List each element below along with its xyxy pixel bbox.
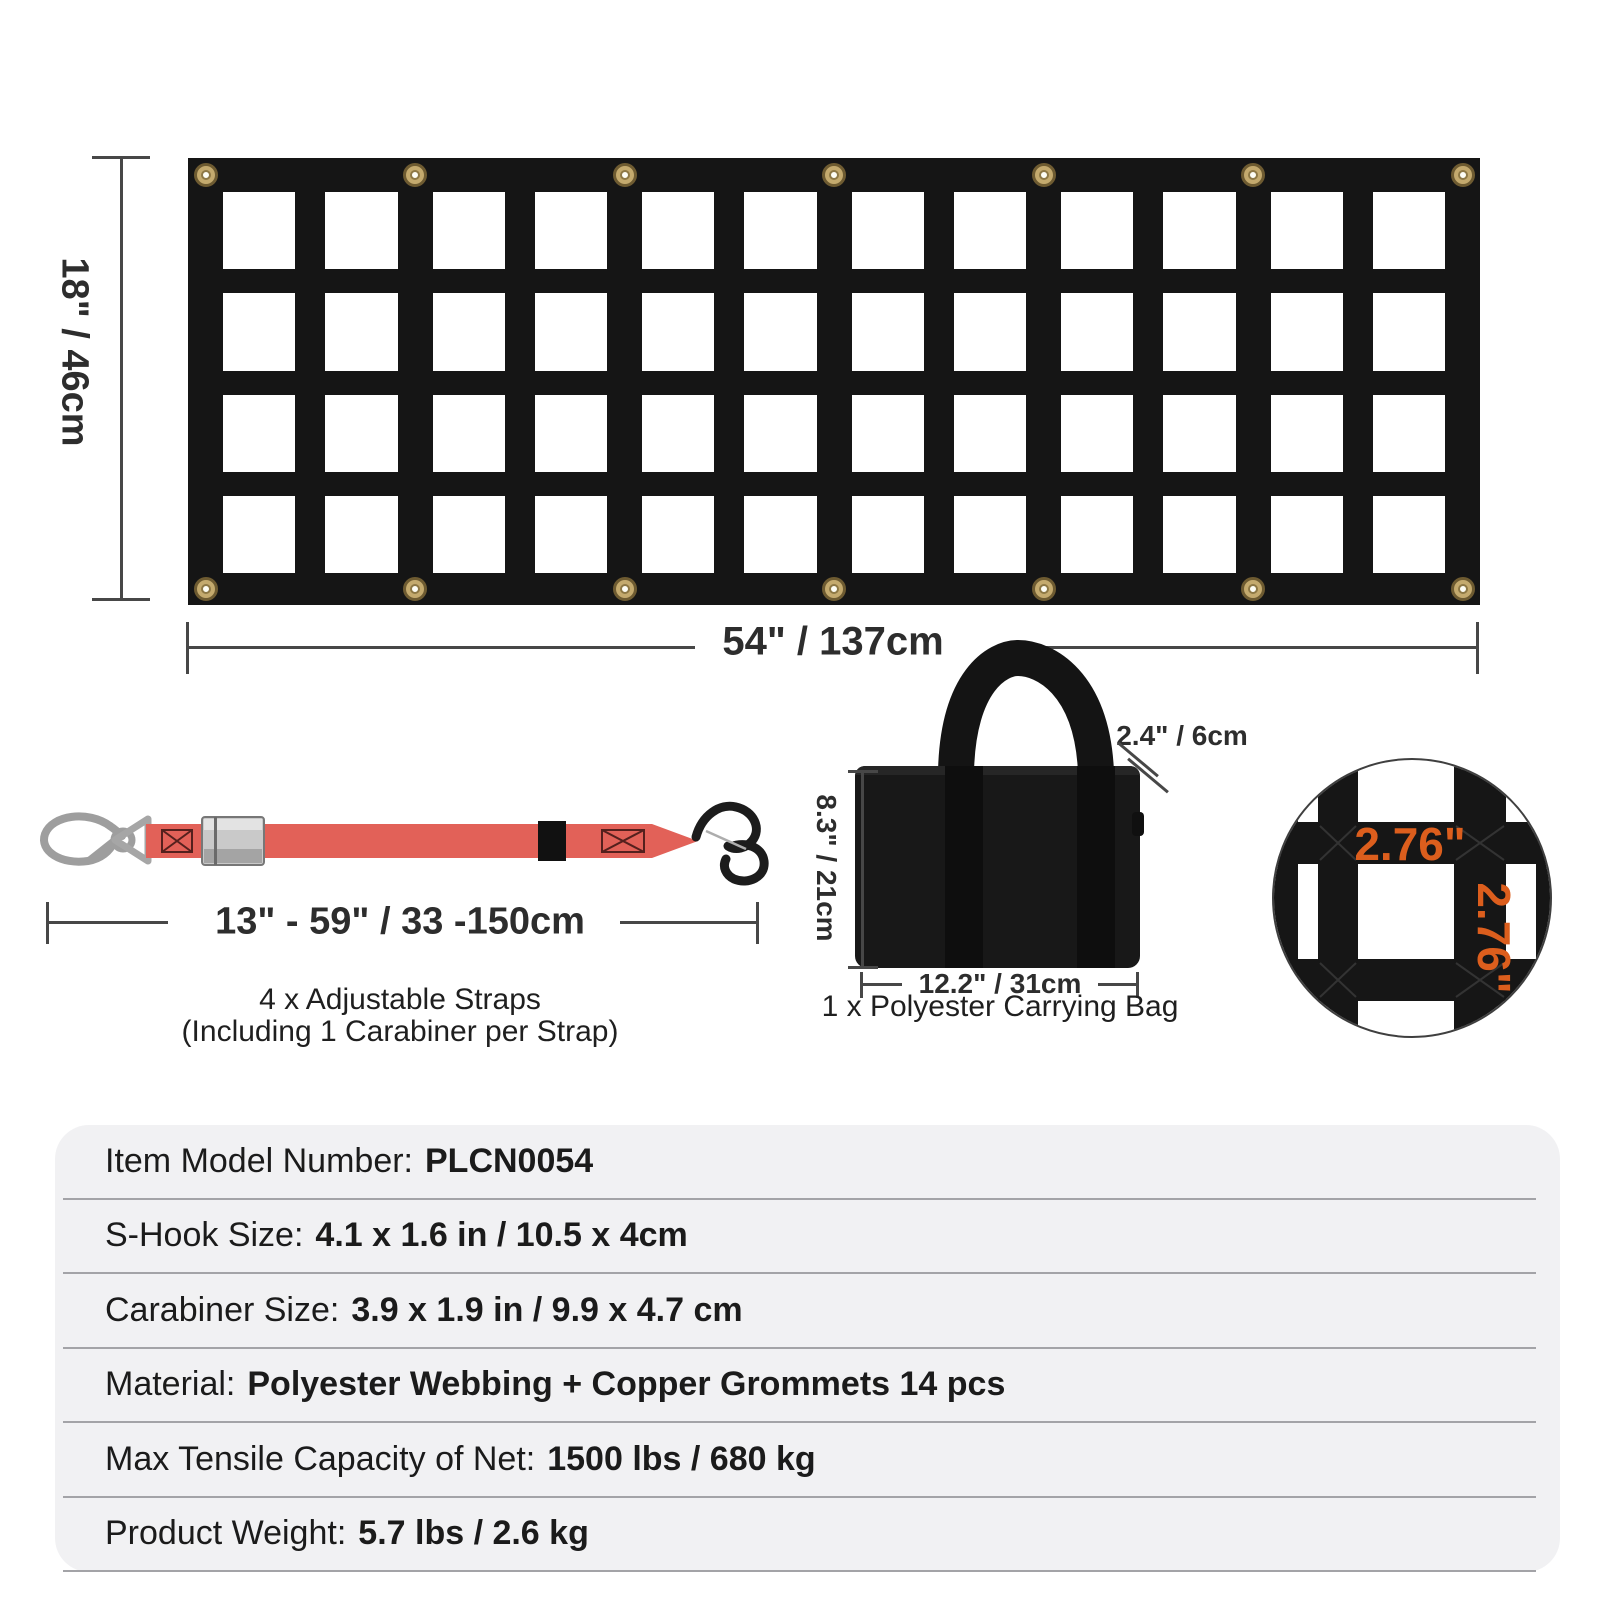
net-hole	[433, 496, 505, 573]
net-hole	[223, 293, 295, 370]
strap-length-label: 13" - 59" / 33 -150cm	[215, 900, 585, 943]
spec-row-capacity	[63, 1423, 1536, 1498]
dim-line	[1098, 983, 1138, 986]
grommet-icon	[1451, 577, 1475, 601]
bag-zipper-pull	[1132, 812, 1144, 836]
bag-front-strap	[945, 766, 983, 968]
net-hole	[954, 192, 1026, 269]
net-hole	[1271, 293, 1343, 370]
net-hole	[433, 293, 505, 370]
spec-label: Max Tensile Capacity of Net:	[105, 1439, 536, 1478]
net-hole	[1373, 192, 1445, 269]
dim-line	[188, 646, 695, 649]
specs-panel	[55, 1125, 1560, 1572]
grommet-icon	[822, 163, 846, 187]
dim-line	[861, 772, 864, 968]
net-hole	[433, 192, 505, 269]
strap-figure	[30, 785, 790, 900]
net-hole	[1271, 192, 1343, 269]
net-height-label: 18" / 46cm	[53, 257, 96, 447]
cam-buckle	[202, 817, 264, 865]
spec-value: 3.9 x 1.9 in / 9.9 x 4.7 cm	[351, 1290, 743, 1329]
net-hole	[852, 293, 924, 370]
net-hole	[744, 496, 816, 573]
spec-label: Item Model Number:	[105, 1141, 413, 1180]
s-hook-icon	[696, 806, 764, 881]
bag-handle-width-label: 2.4" / 6cm	[1116, 720, 1248, 751]
net-hole	[223, 192, 295, 269]
strap-taper	[652, 824, 698, 858]
grommet-hole	[829, 584, 839, 594]
net-hole	[1163, 293, 1235, 370]
net-hole	[744, 395, 816, 472]
cargo-net	[188, 158, 1480, 605]
strap-caption-line1: 4 x Adjustable Straps	[259, 983, 541, 1016]
net-hole	[535, 293, 607, 370]
bag-handle	[900, 640, 1160, 780]
net-hole	[642, 192, 714, 269]
strap-keeper	[538, 821, 566, 861]
grommet-icon	[613, 163, 637, 187]
bag-width-label: 12.2" / 31cm	[918, 968, 1082, 999]
grommet-icon	[1241, 163, 1265, 187]
grommet-hole	[620, 170, 630, 180]
spec-value: Polyester Webbing + Copper Grommets 14 pcs	[247, 1365, 1006, 1404]
grommet-icon	[1032, 163, 1056, 187]
spec-row-material	[63, 1349, 1536, 1424]
net-hole	[1373, 496, 1445, 573]
grommet-icon	[194, 577, 218, 601]
grommet-hole	[410, 584, 420, 594]
net-hole	[1271, 395, 1343, 472]
net-hole	[1271, 496, 1343, 573]
net-hole	[535, 192, 607, 269]
net-hole	[642, 496, 714, 573]
grommet-hole	[201, 584, 211, 594]
bag-body	[855, 766, 1140, 968]
net-hole	[852, 395, 924, 472]
grommet-hole	[620, 584, 630, 594]
grommet-icon	[1451, 163, 1475, 187]
spec-label: S-Hook Size:	[105, 1216, 304, 1255]
net-hole	[223, 395, 295, 472]
net-hole	[954, 293, 1026, 370]
net-hole	[1061, 192, 1133, 269]
net-hole	[433, 395, 505, 472]
grommet-hole	[1458, 170, 1468, 180]
strap-caption-line2: (Including 1 Carabiner per Strap)	[181, 1015, 619, 1048]
dim-line	[46, 921, 168, 924]
net-hole	[223, 496, 295, 573]
grommet-hole	[1248, 170, 1258, 180]
net-hole	[852, 496, 924, 573]
grommet-hole	[1039, 584, 1049, 594]
net-hole	[535, 395, 607, 472]
grommet-hole	[201, 170, 211, 180]
net-width-label: 54" / 137cm	[722, 619, 944, 664]
net-hole	[1163, 496, 1235, 573]
net-hole	[325, 192, 397, 269]
grommet-hole	[1248, 584, 1258, 594]
grommet-hole	[1458, 584, 1468, 594]
grommet-icon	[194, 163, 218, 187]
spec-label: Carabiner Size:	[105, 1290, 340, 1329]
net-hole	[852, 192, 924, 269]
spec-row-shook	[63, 1200, 1536, 1275]
spec-value: 4.1 x 1.6 in / 10.5 x 4cm	[315, 1216, 688, 1255]
mesh-detail-circle	[1272, 758, 1552, 1038]
spec-row-model	[63, 1125, 1536, 1200]
grommet-hole	[829, 170, 839, 180]
grommet-icon	[822, 577, 846, 601]
net-hole	[325, 293, 397, 370]
grommet-icon	[613, 577, 637, 601]
grommet-hole	[1039, 170, 1049, 180]
grommet-icon	[1032, 577, 1056, 601]
net-hole	[642, 395, 714, 472]
net-hole	[1163, 395, 1235, 472]
net-hole	[1061, 293, 1133, 370]
net-hole	[1373, 293, 1445, 370]
net-hole	[954, 496, 1026, 573]
dim-line	[620, 921, 758, 924]
bag-caption: 1 x Polyester Carrying Bag	[821, 990, 1179, 1023]
spec-value: PLCN0054	[425, 1141, 594, 1180]
dim-line	[862, 983, 902, 986]
spec-label: Product Weight:	[105, 1514, 347, 1553]
grommet-hole	[410, 170, 420, 180]
net-hole	[744, 293, 816, 370]
net-hole	[1061, 496, 1133, 573]
spec-label: Material:	[105, 1365, 236, 1404]
net-hole	[744, 192, 816, 269]
spec-row-weight	[63, 1498, 1536, 1573]
net-hole	[954, 395, 1026, 472]
spec-row-carabiner	[63, 1274, 1536, 1349]
grommet-icon	[403, 163, 427, 187]
grommet-icon	[403, 577, 427, 601]
net-hole	[1163, 192, 1235, 269]
mesh-hole-width-label: 2.76"	[1354, 818, 1466, 870]
dim-line	[120, 158, 123, 600]
grommet-icon	[1241, 577, 1265, 601]
net-hole	[325, 496, 397, 573]
net-hole	[325, 395, 397, 472]
net-hole	[1373, 395, 1445, 472]
spec-value: 5.7 lbs / 2.6 kg	[358, 1514, 589, 1553]
spec-value: 1500 lbs / 680 kg	[547, 1439, 816, 1478]
net-hole	[1061, 395, 1133, 472]
bag-front-strap	[1077, 766, 1115, 968]
bag-height-label: 8.3" / 21cm	[811, 794, 842, 942]
net-hole	[535, 496, 607, 573]
net-hole	[642, 293, 714, 370]
mesh-hole-height-label: 2.76"	[1468, 882, 1520, 994]
